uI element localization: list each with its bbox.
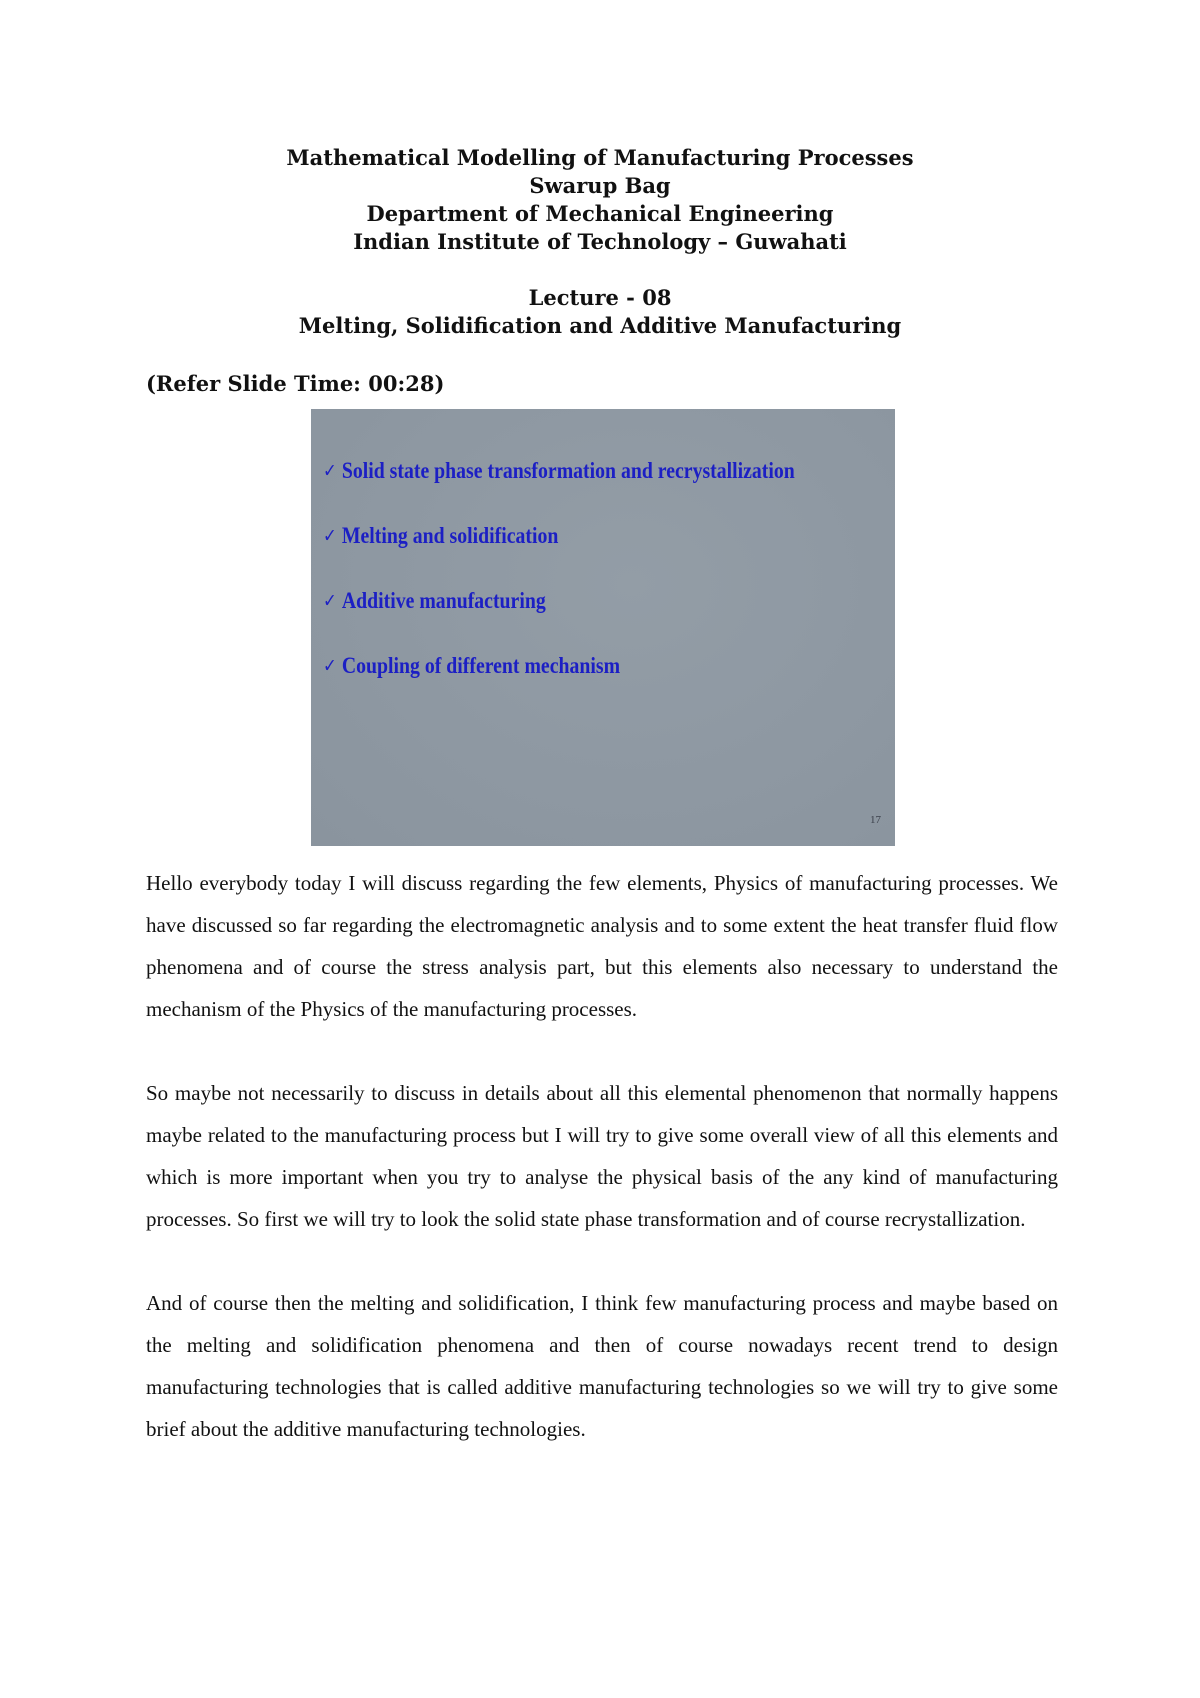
course-title: Mathematical Modelling of Manufacturing Processes: [286, 145, 914, 170]
checkmark-icon: ✓: [323, 525, 337, 547]
slide-bullet-item: [323, 652, 795, 717]
slide-bullet-item: [323, 587, 795, 652]
transcript-body: [146, 862, 1058, 1492]
checkmark-icon: ✓: [323, 590, 337, 612]
checkmark-icon: ✓: [323, 460, 337, 482]
checkmark-icon: ✓: [323, 655, 337, 677]
slide-page-number: 17: [870, 814, 881, 826]
slide-bullet-text: Solid state phase transformation and recrystallization: [341, 458, 795, 483]
lecture-title: Melting, Solidification and Additive Manufacturing: [298, 313, 902, 338]
lecture-number: Lecture - 08: [528, 285, 672, 310]
transcript-paragraph: Hello everybody today I will discuss regarding the few elements, Physics of manufacturing processes. We have discussed so far regarding the electromagnetic analysis and to some extent the heat transfer fluid flow phenomena and of course the stress analysis part, but this elements also necessary to understand the mechanism of the Physics of the manufacturing processes.: [146, 871, 1058, 1021]
slide-bullet-text: Additive manufacturing: [341, 588, 546, 613]
slide-image: [311, 409, 895, 846]
slide-bullet-list: [323, 457, 872, 717]
slide-bullet-text: Melting and solidification: [341, 523, 559, 548]
slide-bullet-item: [323, 522, 795, 587]
department-name: Department of Mechanical Engineering: [366, 201, 834, 226]
transcript-paragraph: So maybe not necessarily to discuss in details about all this elemental phenomenon that normally happens maybe related to the manufacturing process but I will try to give some overall view of all this elements and which is more important when you try to analyse the physical basis of the any kind of manufacturing processes. So first we will try to look the solid state phase transformation and of course recrystallization.: [146, 1081, 1058, 1231]
transcript-paragraph: And of course then the melting and solidification, I think few manufacturing process and maybe based on the melting and solidification phenomena and then of course nowadays recent trend to design manufacturing technologies that is called additive manufacturing technologies so we will try to give some brief about the additive manufacturing technologies.: [146, 1291, 1058, 1441]
refer-slide-time: (Refer Slide Time: 00:28): [146, 371, 445, 396]
slide-bullet-item: [323, 457, 795, 522]
slide-bullet-text: Coupling of different mechanism: [341, 653, 621, 678]
author-name: Swarup Bag: [529, 173, 671, 198]
document-header: [0, 144, 1200, 340]
institute-name: Indian Institute of Technology – Guwahati: [353, 229, 847, 254]
